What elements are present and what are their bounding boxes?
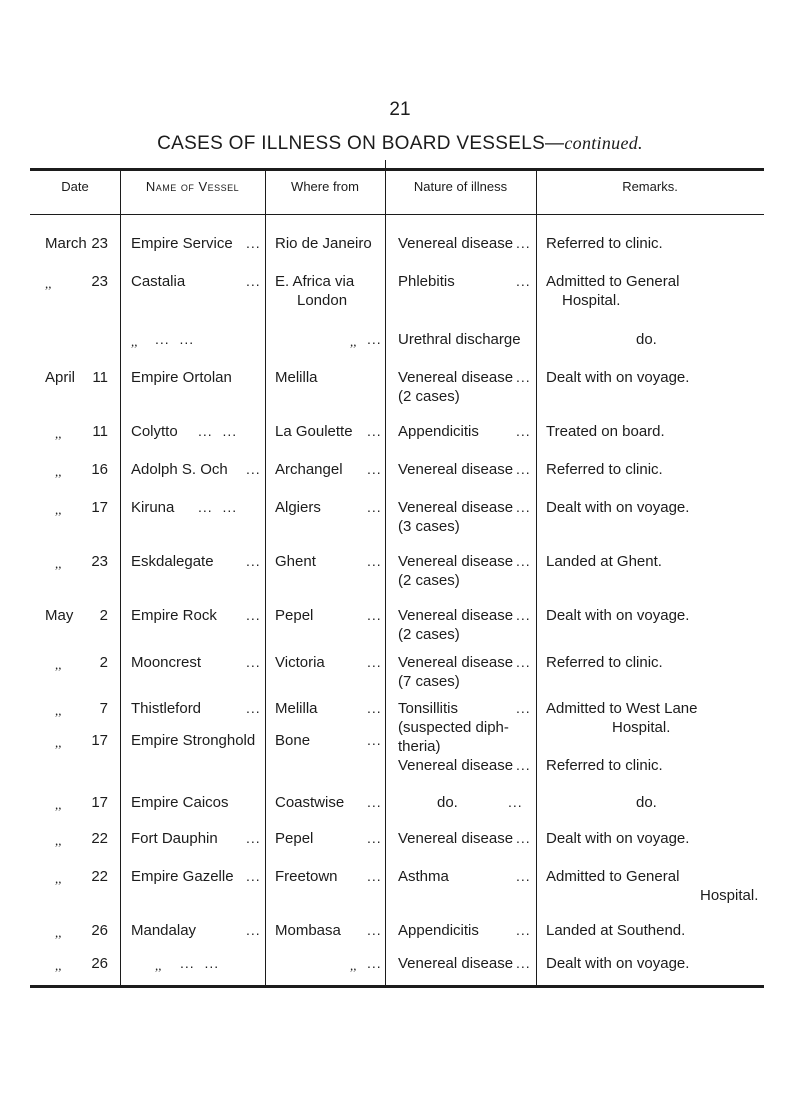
- vessel-name: Colytto: [131, 423, 178, 440]
- remarks: Referred to clinic.: [546, 654, 663, 671]
- remarks: Dealt with on voyage.: [546, 499, 690, 516]
- remarks: Dealt with on voyage.: [546, 955, 690, 972]
- remarks: Admitted to General: [546, 273, 680, 290]
- remarks: Referred to clinic.: [546, 461, 663, 478]
- where-from: Coastwise: [275, 794, 345, 811]
- where-from: Pepel: [275, 830, 314, 847]
- ditto-mark: ,,: [131, 334, 138, 349]
- leader-dots: ...: [246, 830, 261, 846]
- illness-line2: (2 cases): [398, 572, 460, 589]
- date-day: 26: [91, 922, 108, 939]
- remarks: Landed at Southend.: [546, 922, 686, 939]
- leader-dots: ...: [516, 423, 531, 439]
- leader-dots: ...: [516, 654, 531, 670]
- illness: Venereal disease: [398, 369, 514, 386]
- ditto-mark: ,,: [55, 502, 62, 517]
- ditto-mark: ,,: [350, 958, 357, 973]
- vessel-name: Thistleford: [131, 700, 202, 717]
- leader-dots: ...: [246, 461, 261, 477]
- leader-dots: ...: [246, 607, 261, 623]
- leader-dots: ...: [246, 868, 261, 884]
- leader-dots: ...: [367, 331, 382, 347]
- remarks: Admitted to West Lane: [546, 700, 698, 717]
- illness: Phlebitis: [398, 273, 455, 290]
- vessel-name: Eskdalegate: [131, 553, 214, 570]
- table-top-rule: [30, 168, 764, 171]
- remarks-line2: Hospital.: [612, 719, 671, 736]
- leader-dots: ...: [367, 922, 382, 938]
- remarks: Landed at Ghent.: [546, 553, 662, 570]
- date-day: 23: [91, 235, 108, 252]
- date-month: March: [45, 235, 87, 252]
- leader-dots: ...: [508, 794, 523, 810]
- leader-dots: ...: [516, 607, 531, 623]
- illness: do.: [437, 794, 458, 811]
- illness: Appendicitis: [398, 922, 479, 939]
- page-number: 21: [389, 99, 411, 120]
- illness: Venereal disease: [398, 757, 514, 774]
- illness: Urethral discharge: [398, 331, 521, 348]
- where-from: Pepel: [275, 607, 314, 624]
- leader-dots: ...: [516, 757, 531, 773]
- leader-dots: ... ...: [198, 423, 238, 439]
- date-day: 17: [91, 499, 108, 516]
- leader-dots: ...: [367, 732, 382, 748]
- ditto-mark: ,,: [45, 276, 52, 291]
- remarks-line2: Hospital.: [562, 292, 621, 309]
- table-bottom-rule: [30, 985, 764, 988]
- ditto-mark: ,,: [55, 958, 62, 973]
- date-month: May: [45, 607, 74, 624]
- vessel-name: Empire Caicos: [131, 794, 229, 811]
- leader-dots: ...: [516, 830, 531, 846]
- leader-dots: ...: [367, 553, 382, 569]
- where-from: Algiers: [275, 499, 321, 516]
- leader-dots: ...: [516, 922, 531, 938]
- leader-dots: ... ...: [155, 331, 195, 347]
- where-from: E. Africa via: [275, 273, 355, 290]
- leader-dots: ...: [516, 235, 531, 251]
- illness: Venereal disease: [398, 955, 514, 972]
- date-day: 7: [99, 700, 108, 717]
- header-bottom-rule: [30, 214, 764, 215]
- remarks: Referred to clinic.: [546, 235, 663, 252]
- leader-dots: ...: [516, 461, 531, 477]
- leader-dots: ...: [246, 700, 261, 716]
- header-illness: Nature of illness: [413, 179, 508, 194]
- leader-dots: ...: [367, 654, 382, 670]
- remarks: Treated on board.: [546, 423, 665, 440]
- header-date: Date: [61, 179, 89, 194]
- where-from: Archangel: [275, 461, 343, 478]
- header-remarks: Remarks.: [622, 179, 678, 194]
- column-divider: [120, 171, 121, 985]
- ditto-mark: ,,: [55, 735, 62, 750]
- date-day: 22: [91, 830, 108, 847]
- column-divider: [265, 171, 266, 985]
- leader-dots: ...: [246, 922, 261, 938]
- leader-dots: ...: [367, 955, 382, 971]
- leader-dots: ...: [516, 700, 531, 716]
- where-from: Melilla: [275, 700, 318, 717]
- leader-dots: ...: [246, 273, 261, 289]
- vessel-name: Mooncrest: [131, 654, 202, 671]
- where-from-line2: London: [297, 292, 348, 309]
- leader-dots: ...: [367, 830, 382, 846]
- leader-dots: ...: [367, 700, 382, 716]
- remarks: Dealt with on voyage.: [546, 369, 690, 386]
- vessel-name: Empire Rock: [131, 607, 217, 624]
- vessel-name: Mandalay: [131, 922, 197, 939]
- leader-dots: ...: [367, 607, 382, 623]
- ditto-mark: ,,: [350, 334, 357, 349]
- leader-dots: ...: [516, 273, 531, 289]
- ditto-mark: ,,: [55, 556, 62, 571]
- illness-line2: (2 cases): [398, 388, 460, 405]
- date-day: 2: [99, 654, 108, 671]
- leader-dots: ...: [516, 553, 531, 569]
- leader-dots: ...: [367, 794, 382, 810]
- vessel-name: Fort Dauphin: [131, 830, 218, 847]
- remarks: Admitted to General: [546, 868, 680, 885]
- vessel-name: Empire Service: [131, 235, 233, 252]
- vessel-name: Adolph S. Och: [131, 461, 228, 478]
- where-from: Victoria: [275, 654, 325, 671]
- leader-dots: ...: [246, 235, 261, 251]
- title-main: CASES OF ILLNESS ON BOARD VESSELS—: [157, 133, 565, 154]
- remarks-line2: Hospital.: [700, 887, 759, 904]
- leader-dots: ...: [246, 654, 261, 670]
- leader-dots: ...: [516, 955, 531, 971]
- vessel-name: Empire Stronghold: [131, 732, 256, 749]
- where-from: Mombasa: [275, 922, 341, 939]
- date-day: 17: [91, 794, 108, 811]
- where-from: La Goulette: [275, 423, 353, 440]
- leader-dots: ...: [246, 553, 261, 569]
- remarks: Dealt with on voyage.: [546, 607, 690, 624]
- where-from: Rio de Janeiro: [275, 235, 372, 252]
- leader-dots: ...: [516, 499, 531, 515]
- illness-line2: (2 cases): [398, 626, 460, 643]
- vessel-name: Empire Ortolan: [131, 369, 232, 386]
- illness-line2: (suspected diph-: [398, 719, 509, 736]
- illness-line2: (3 cases): [398, 518, 460, 535]
- ditto-mark: ,,: [55, 703, 62, 718]
- ditto-mark: ,,: [55, 833, 62, 848]
- leader-dots: ...: [367, 499, 382, 515]
- ditto-mark: ,,: [55, 925, 62, 940]
- date-month: April: [45, 369, 76, 386]
- illness: Venereal disease: [398, 654, 514, 671]
- leader-dots: ... ...: [180, 955, 220, 971]
- illness: Venereal disease: [398, 235, 514, 252]
- illness-line3: theria): [398, 738, 441, 755]
- ditto-mark: ,,: [55, 426, 62, 441]
- date-day: 2: [99, 607, 108, 624]
- date-day: 23: [91, 273, 108, 290]
- vessel-name: Castalia: [131, 273, 186, 290]
- header-where-from: Where from: [291, 179, 359, 194]
- ditto-mark: ,,: [55, 657, 62, 672]
- illness: Venereal disease: [398, 553, 514, 570]
- illness: Venereal disease: [398, 499, 514, 516]
- leader-dots: ...: [367, 868, 382, 884]
- leader-dots: ...: [367, 461, 382, 477]
- ditto-mark: ,,: [55, 464, 62, 479]
- remarks: do.: [636, 794, 657, 811]
- leader-dots: ...: [516, 868, 531, 884]
- ditto-mark: ,,: [155, 958, 162, 973]
- vessel-name: Kiruna: [131, 499, 175, 516]
- remarks: Dealt with on voyage.: [546, 830, 690, 847]
- illness: Venereal disease: [398, 607, 514, 624]
- illness: Appendicitis: [398, 423, 479, 440]
- date-day: 16: [91, 461, 108, 478]
- illness: Venereal disease: [398, 830, 514, 847]
- date-day: 11: [92, 423, 108, 440]
- remarks: Referred to clinic.: [546, 757, 663, 774]
- illness: Tonsillitis: [398, 700, 459, 717]
- vessel-name: Empire Gazelle: [131, 868, 234, 885]
- illness: Venereal disease: [398, 461, 514, 478]
- header-vessel: Name of Vessel: [145, 179, 240, 194]
- where-from: Freetown: [275, 868, 338, 885]
- illness: Asthma: [398, 868, 449, 885]
- date-day: 26: [91, 955, 108, 972]
- date-day: 22: [91, 868, 108, 885]
- where-from: Bone: [275, 732, 311, 749]
- where-from: Melilla: [275, 369, 318, 386]
- date-day: 11: [92, 369, 108, 386]
- date-day: 17: [91, 732, 108, 749]
- leader-dots: ... ...: [198, 499, 238, 515]
- leader-dots: ...: [367, 423, 382, 439]
- title-suffix: continued.: [564, 133, 643, 153]
- page-title: [0, 133, 800, 155]
- ditto-mark: ,,: [55, 797, 62, 812]
- date-day: 23: [91, 553, 108, 570]
- remarks: do.: [636, 331, 657, 348]
- leader-dots: ...: [516, 369, 531, 385]
- illness-line2: (7 cases): [398, 673, 460, 690]
- ditto-mark: ,,: [55, 871, 62, 886]
- where-from: Ghent: [275, 553, 316, 570]
